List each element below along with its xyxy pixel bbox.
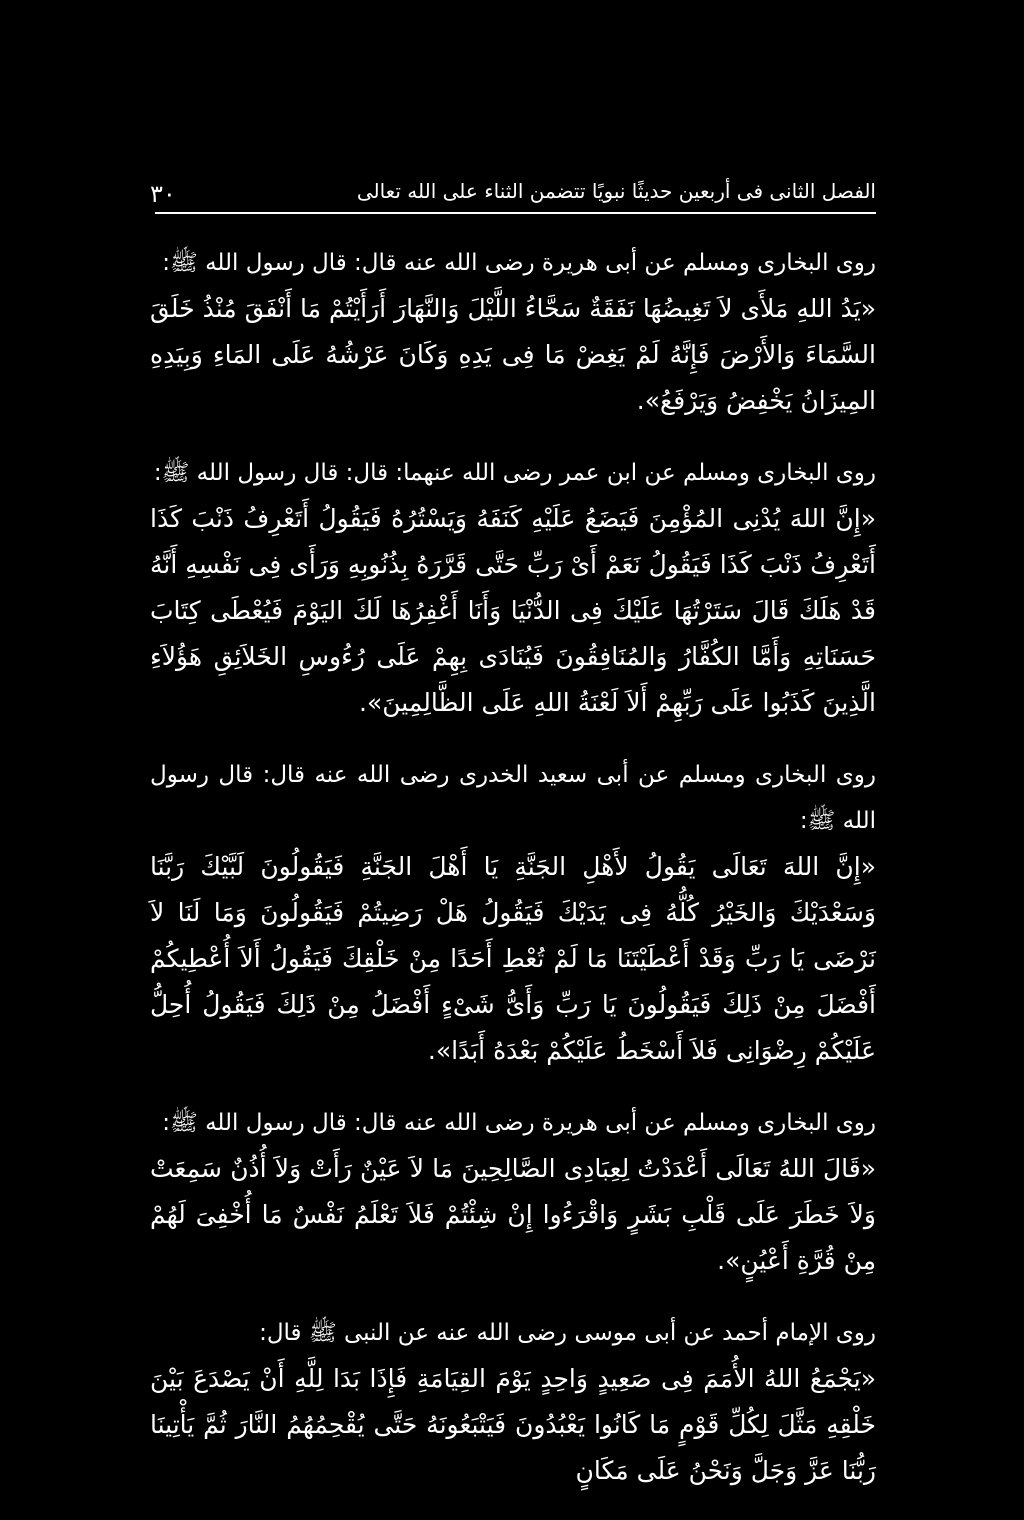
hadith-text: «إِنَّ اللهَ تَعَالَى يَقُولُ لأَهْلِ الجَنَّةِ يَا أَهْلَ الجَنَّةِ فَيَقُولُونَ لَبَّيْكَ رَبَّنَا وَسَعْدَيْكَ وَالخَيْرُ كُلُّهُ فِى يَدَيْكَ فَيَقُولُ هَلْ رَضِيتُمْ فَيَقُولُونَ وَمَا لَنَا لاَ نَرْضَى يَا رَبِّ وَقَدْ أَعْطَيْتَنَا مَا لَمْ تُعْطِ أَحَدًا مِنْ خَلْقِكَ فَيَقُولُ أَلاَ أُعْطِيكُمْ أَفْضَلَ مِنْ ذَلِكَ فَيَقُولُونَ يَا رَبِّ وَأَىُّ شَىْءٍ أَفْضَلُ مِنْ ذَلِكَ فَيَقُولُ أُحِلُّ عَلَيْكُمْ رِضْوَانِى فَلاَ أَسْخَطُ عَلَيْكُمْ بَعْدَهُ أَبَدًا». <box>150 852 876 1065</box>
hadith-text: «يَدُ اللهِ مَلأَى لاَ تَغِيضُهَا نَفَقَةٌ سَحَّاءُ اللَّيْلَ وَالنَّهَارَ أَرَأَيْتُمْ مَا أَنْفَقَ مُنْذُ خَلَقَ السَّمَاءَ وَالأَرْضَ فَإِنَّهُ لَمْ يَغِضْ مَا فِى يَدِهِ وَكَانَ عَرْشُهُ عَلَى المَاءِ وَبِيَدِهِ المِيزَانُ يَخْفِضُ وَيَرْفَعُ». <box>150 294 876 415</box>
hadith-narration: روى البخارى ومسلم عن ابن عمر رضى الله عنهما: قال: قال رسول الله ﷺ: <box>153 460 876 486</box>
page-body <box>150 240 876 1520</box>
hadith-narration: روى البخارى ومسلم عن أبى هريرة رضى الله عنه قال: قال رسول الله ﷺ: <box>162 1110 876 1136</box>
hadith-paragraph <box>150 752 876 1074</box>
hadith-paragraph <box>150 450 876 726</box>
hadith-paragraph <box>150 1100 876 1284</box>
page-header <box>150 176 876 212</box>
hadith-text: «إِنَّ اللهَ يُدْنِى المُؤْمِنَ فَيَضَعُ عَلَيْهِ كَنَفَهُ وَيَسْتُرُهُ فَيَقُولُ أَتَعْرِفُ ذَنْبَ كَذَا أَتَعْرِفُ ذَنْبَ كَذَا فَيَقُولُ نَعَمْ أَىْ رَبِّ حَتَّى قَرَّرَهُ بِذُنُوبِهِ وَرَأَى فِى نَفْسِهِ أَنَّهُ قَدْ هَلَكَ قَالَ سَتَرْتُهَا عَلَيْكَ فِى الدُّنْيَا وَأَنَا أَغْفِرُهَا لَكَ اليَوْمَ فَيُعْطَى كِتَابَ حَسَنَاتِهِ وَأَمَّا الكُفَّارُ وَالمُنَافِقُونَ فَيُنَادَى بِهِمْ عَلَى رُءُوسِ الخَلاَئِقِ هَؤُلاَءِ الَّذِينَ كَذَبُوا عَلَى رَبِّهِمْ أَلاَ لَعْنَةُ اللهِ عَلَى الظَّالِمِينَ». <box>150 504 876 717</box>
hadith-text: «يَجْمَعُ اللهُ الأُمَمَ فِى صَعِيدٍ وَاحِدٍ يَوْمَ القِيَامَةِ فَإِذَا بَدَا لِلَّهِ أَنْ يَصْدَعَ بَيْنَ خَلْقِهِ مَثَّلَ لِكُلِّ قَوْمٍ مَا كَانُوا يَعْبُدُونَ فَيَتْبَعُونَهُ حَتَّى يُقْحِمُهُمُ النَّارَ ثُمَّ يَأْتِينَا رَبُّنَا عَزَّ وَجَلَّ وَنَحْنُ عَلَى مَكَانٍ <box>150 1364 876 1485</box>
hadith-paragraph <box>150 1310 876 1494</box>
hadith-text: «قَالَ اللهُ تَعَالَى أَعْدَدْتُ لِعِبَادِى الصَّالِحِينَ مَا لاَ عَيْنٌ رَأَتْ وَلاَ أُذُنٌ سَمِعَتْ وَلاَ خَطَرَ عَلَى قَلْبِ بَشَرٍ وَاقْرَءُوا إِنْ شِئْتُمْ فَلاَ تَعْلَمُ نَفْسٌ مَا أُخْفِىَ لَهُمْ مِنْ قُرَّةِ أَعْيُنٍ». <box>150 1154 876 1275</box>
hadith-paragraph <box>150 240 876 424</box>
hadith-narration: روى البخارى ومسلم عن أبى هريرة رضى الله عنه قال: قال رسول الله ﷺ: <box>162 250 876 276</box>
hadith-narration: روى الإمام أحمد عن أبى موسى رضى الله عنه عن النبى ﷺ قال: <box>259 1320 876 1346</box>
page-number: ٣٠ <box>150 180 176 208</box>
header-divider <box>155 212 876 214</box>
hadith-narration: روى البخارى ومسلم عن أبى سعيد الخدرى رضى الله عنه قال: قال رسول الله ﷺ: <box>150 762 876 834</box>
running-title: الفصل الثانى فى أربعين حديثًا نبويًا تتضمن الثناء على الله تعالى <box>356 179 876 203</box>
